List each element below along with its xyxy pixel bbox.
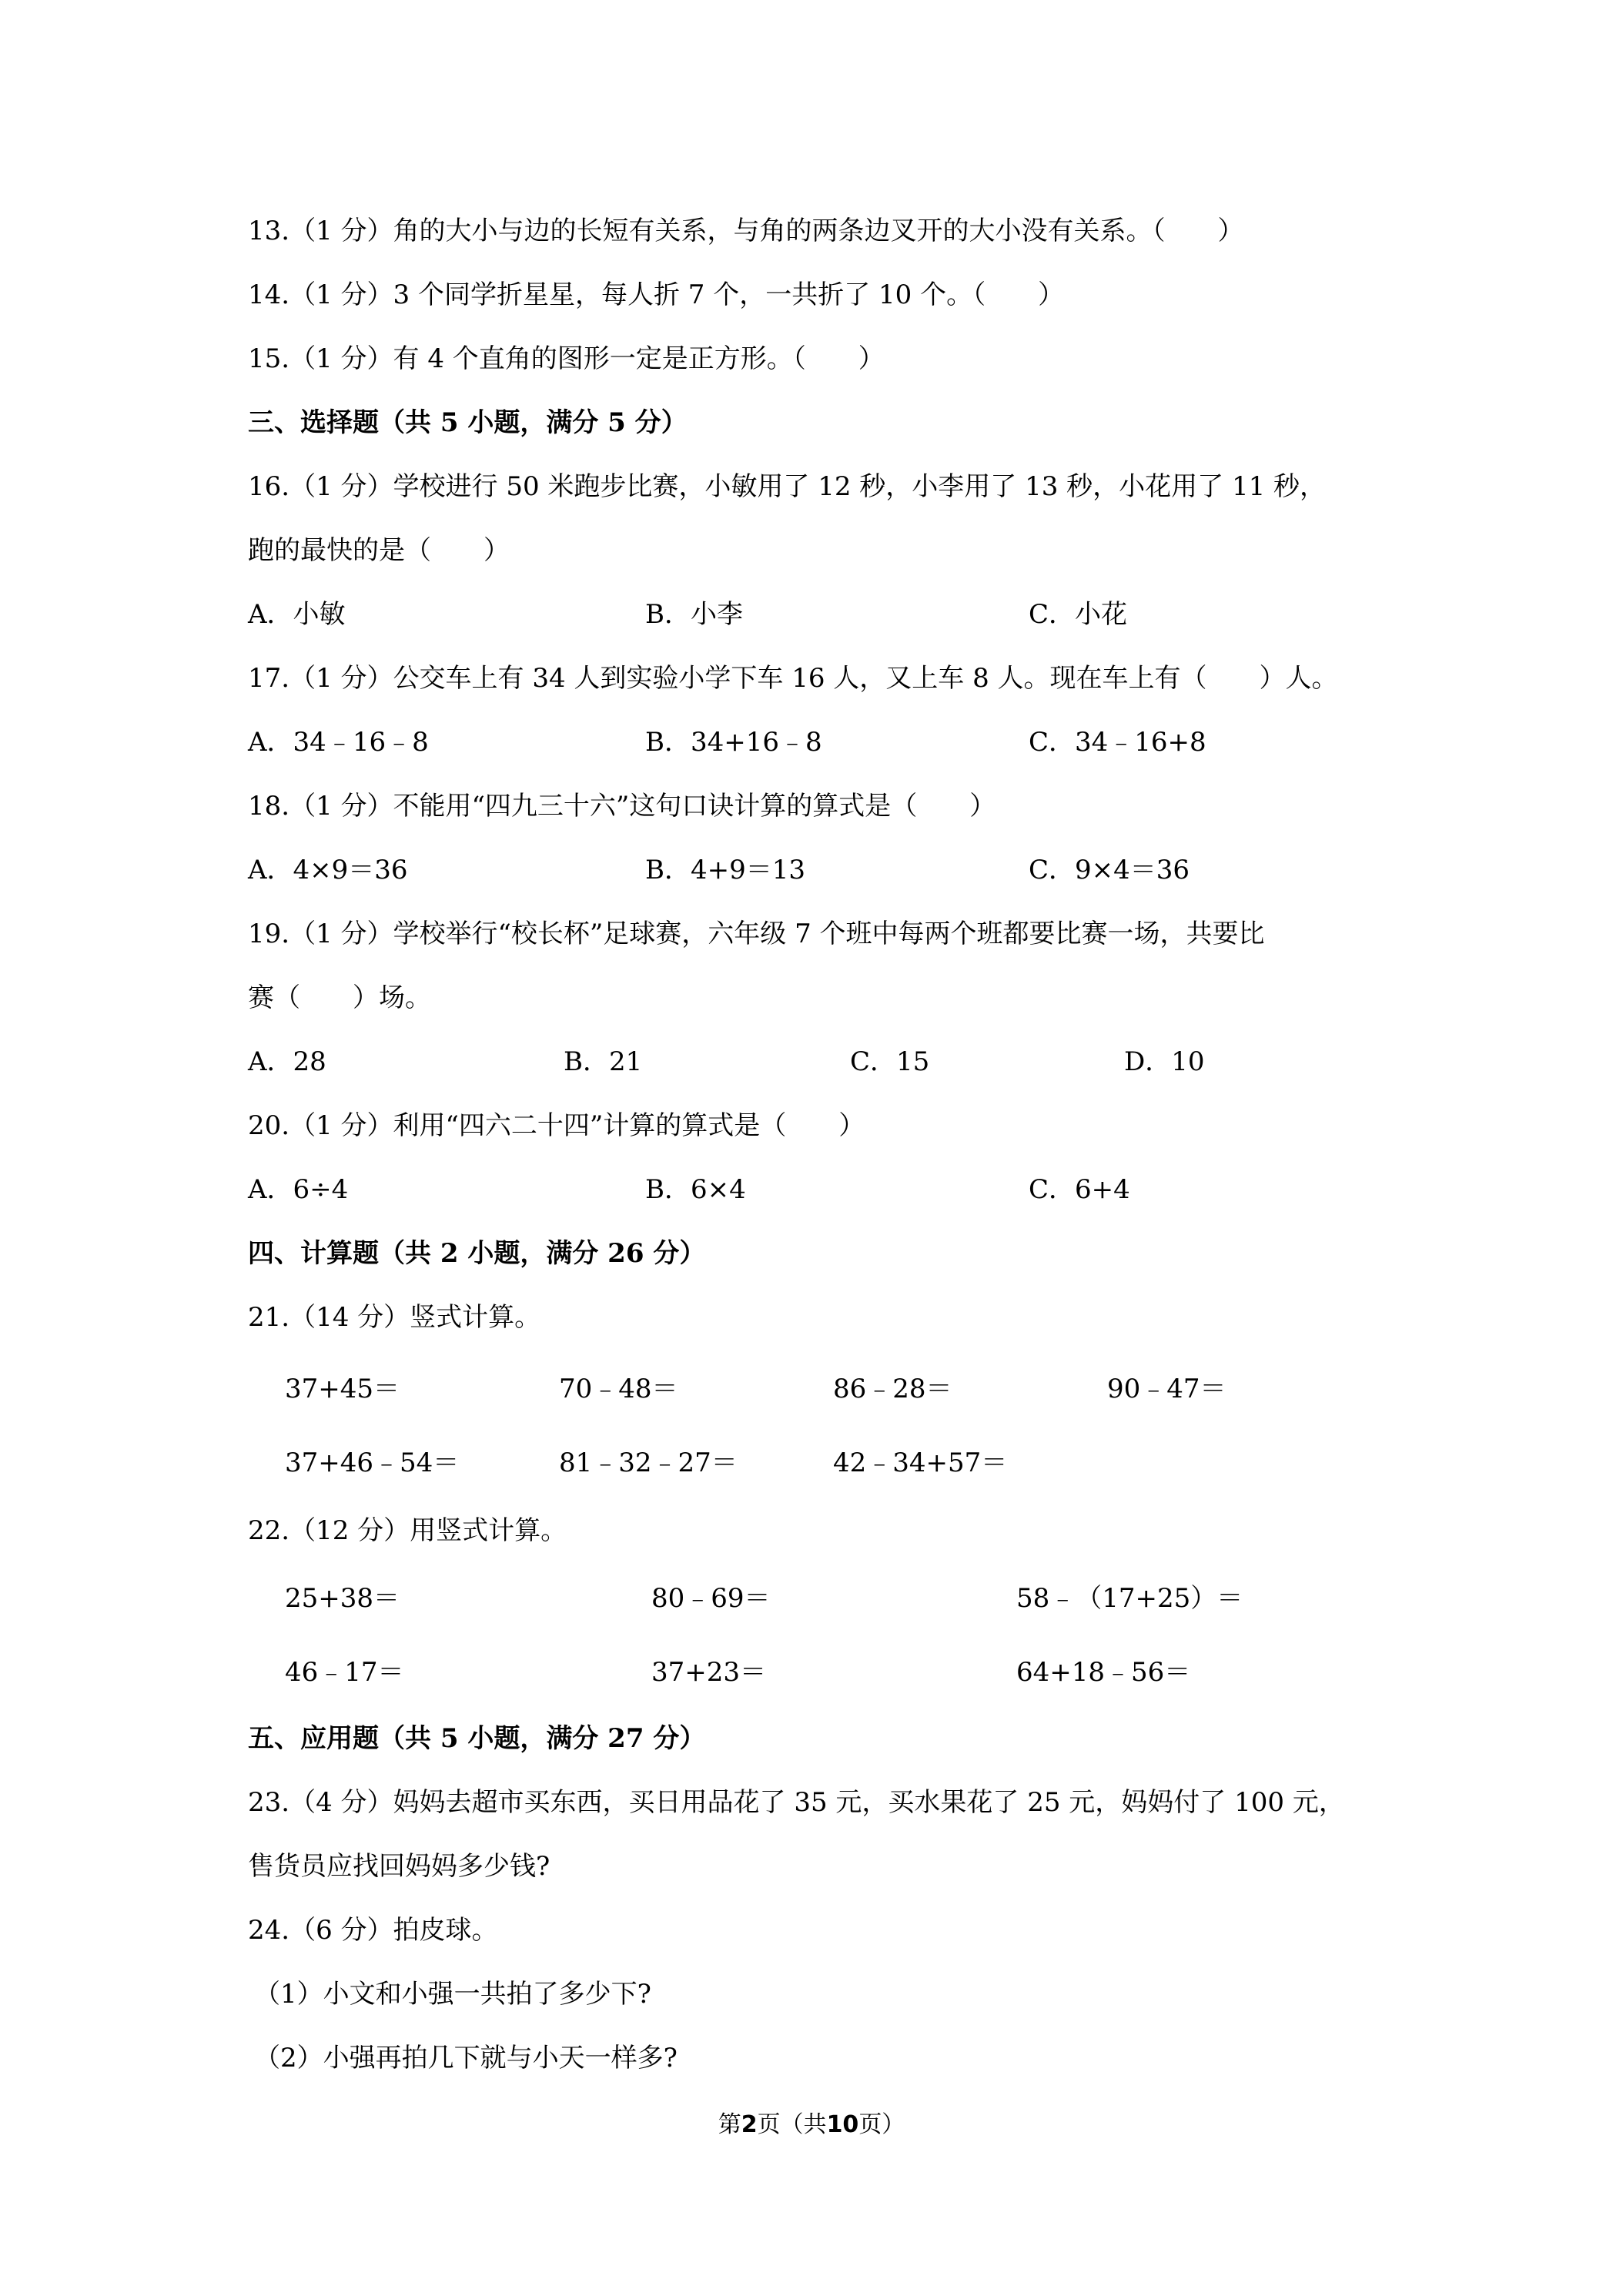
footer-middle: 页（共: [757, 2111, 827, 2138]
q22-expression: 37+23＝: [651, 1657, 767, 1688]
q22-expression: 64+18﹣56＝: [1016, 1657, 1191, 1688]
q16-option-a: A．小敏: [248, 599, 346, 630]
q16-option-b: B．小李: [645, 599, 743, 630]
question-14: 14.（1 分）3 个同学折星星，每人折 7 个，一共折了 10 个。（ ）: [248, 279, 1065, 310]
q19-option-d: D．10: [1124, 1046, 1205, 1077]
question-17-line1: 17.（1 分）公交车上有 34 人到实验小学下车 16 人，又上车 8 人。现在车上有（ ）人。: [248, 663, 1338, 694]
section-heading-calculation: 四、计算题（共 2 小题，满分 26 分）: [248, 1238, 706, 1269]
question-20-line1: 20.（1 分）利用“四六二十四”计算的算式是（ ）: [248, 1110, 865, 1141]
q22-expression: 80﹣69＝: [651, 1583, 771, 1614]
question-13: 13.（1 分）角的大小与边的长短有关系，与角的两条边叉开的大小没有关系。（ ）: [248, 216, 1244, 246]
q21-expression: 37+46﹣54＝: [285, 1448, 460, 1478]
q20-option-a: A．6÷4: [248, 1174, 349, 1205]
question-24-sub2: （2）小强再拍几下就与小天一样多?: [254, 2043, 678, 2073]
q16-option-c: C．小花: [1029, 599, 1128, 630]
q17-option-a: A．34﹣16﹣8: [248, 727, 429, 758]
q21-expression: 90﹣47＝: [1107, 1374, 1226, 1404]
q21-expression: 81﹣32﹣27＝: [559, 1448, 738, 1478]
q19-option-a: A．28: [248, 1046, 326, 1077]
footer-suffix: 页）: [858, 2111, 905, 2138]
footer-prefix: 第: [718, 2111, 741, 2138]
q21-expression: 86﹣28＝: [833, 1374, 952, 1404]
section-heading-choice: 三、选择题（共 5 小题，满分 5 分）: [248, 407, 688, 438]
q21-expression: 37+45＝: [285, 1374, 400, 1404]
question-16-line1: 16.（1 分）学校进行 50 米跑步比赛，小敏用了 12 秒，小李用了 13 秒，小花用了 11 秒，: [248, 471, 1327, 502]
question-23-line1: 23.（4 分）妈妈去超市买东西，买日用品花了 35 元，买水果花了 25 元，妈妈付了 100 元，: [248, 1787, 1345, 1818]
q20-option-b: B．6×4: [645, 1174, 746, 1205]
q19-option-c: C．15: [850, 1046, 930, 1077]
question-15: 15.（1 分）有 4 个直角的图形一定是正方形。（ ）: [248, 343, 885, 374]
q22-expression: 58﹣（17+25）＝: [1016, 1583, 1243, 1614]
q21-expression: 70﹣48＝: [559, 1374, 678, 1404]
question-23-line2: 售货员应找回妈妈多少钱?: [248, 1851, 550, 1882]
question-16-line2: 跑的最快的是（ ）: [248, 535, 510, 566]
question-21-line1: 21.（14 分）竖式计算。: [248, 1302, 541, 1333]
section-heading-application: 五、应用题（共 5 小题，满分 27 分）: [248, 1723, 706, 1754]
question-22-line1: 22.（12 分）用竖式计算。: [248, 1515, 567, 1546]
q20-option-c: C．6+4: [1029, 1174, 1130, 1205]
q21-expression: 42﹣34+57＝: [833, 1448, 1008, 1478]
question-24-line1: 24.（6 分）拍皮球。: [248, 1915, 498, 1946]
question-18-line1: 18.（1 分）不能用“四九三十六”这句口诀计算的算式是（ ）: [248, 791, 996, 822]
q22-expression: 46﹣17＝: [285, 1657, 404, 1688]
footer-page-number: 2: [741, 2111, 758, 2138]
question-24-sub1: （1）小文和小强一共拍了多少下?: [254, 1979, 651, 2010]
footer-total-pages: 10: [826, 2111, 859, 2138]
q18-option-c: C．9×4＝36: [1029, 855, 1190, 885]
question-19-line2: 赛（ ）场。: [248, 982, 431, 1013]
q18-option-a: A．4×9＝36: [248, 855, 408, 885]
question-19-line1: 19.（1 分）学校举行“校长杯”足球赛，六年级 7 个班中每两个班都要比赛一场，共要比: [248, 919, 1265, 949]
q18-option-b: B．4+9＝13: [645, 855, 806, 885]
page-footer: [0, 2111, 1623, 2139]
q17-option-b: B．34+16﹣8: [645, 727, 822, 758]
q22-expression: 25+38＝: [285, 1583, 400, 1614]
q19-option-b: B．21: [564, 1046, 643, 1077]
q17-option-c: C．34﹣16+8: [1029, 727, 1206, 758]
